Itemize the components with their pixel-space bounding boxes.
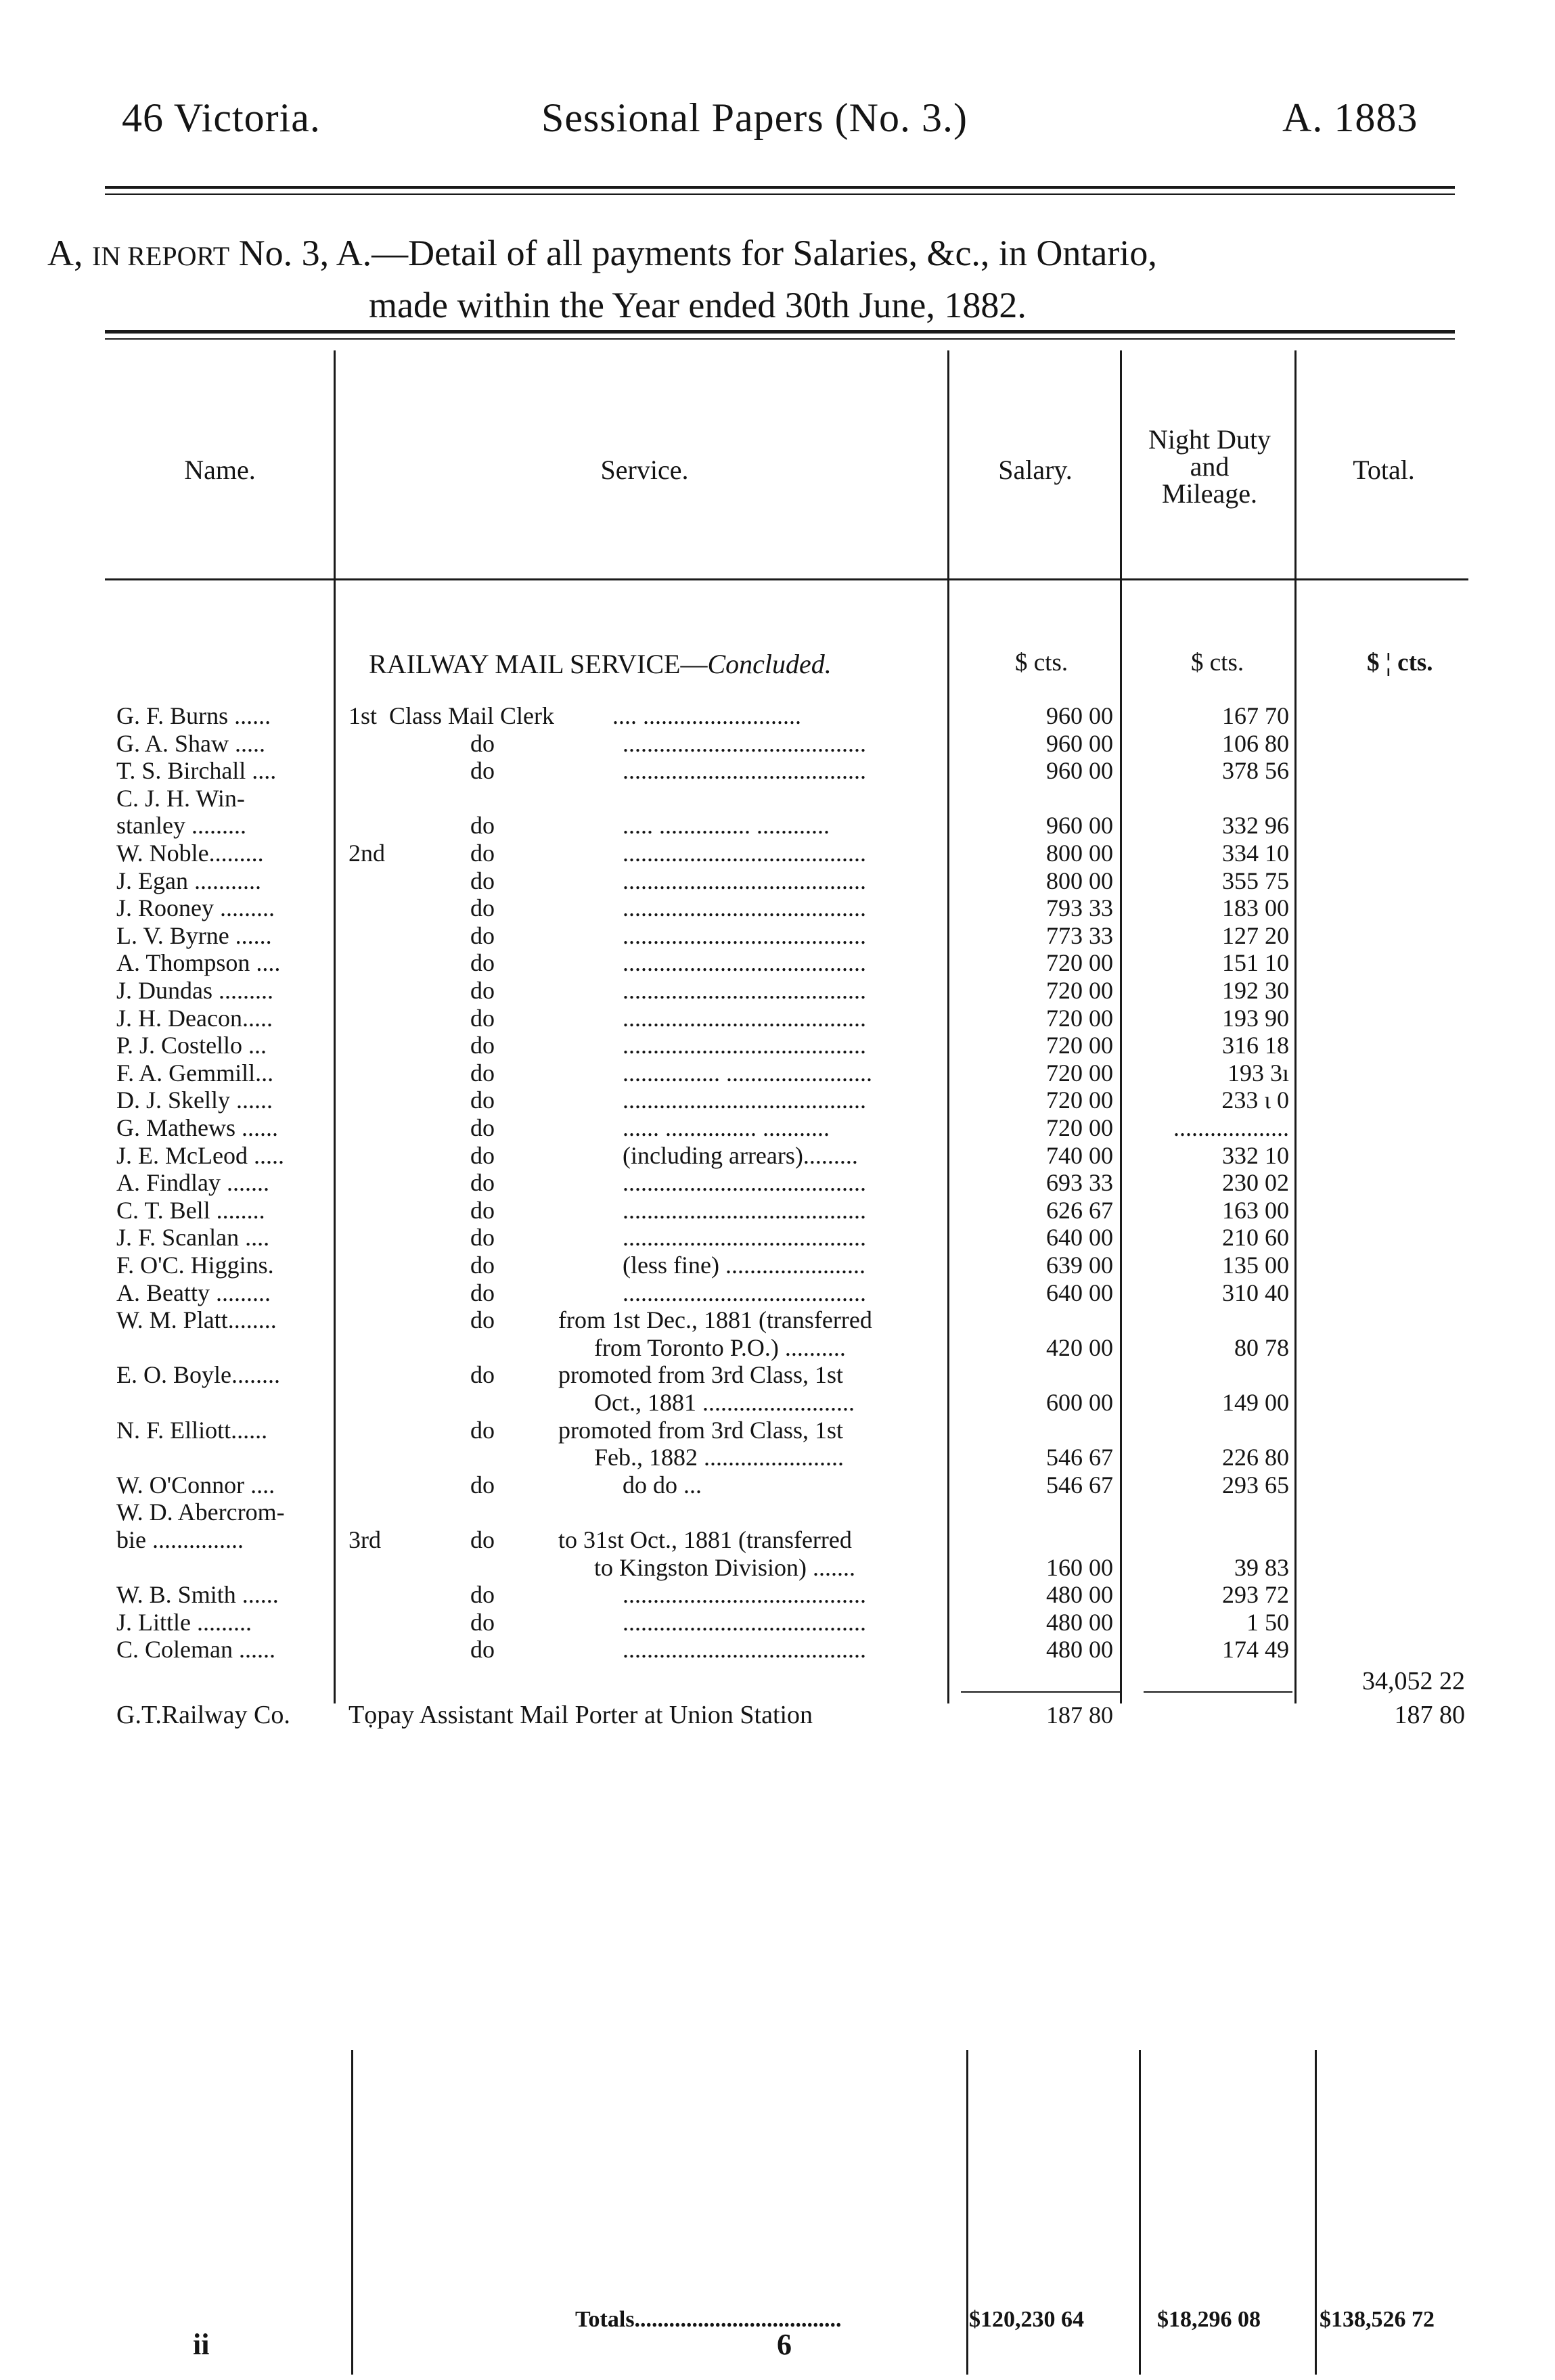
row-service: do — [470, 1141, 495, 1169]
row-salary: 800 00 — [1046, 867, 1113, 894]
row-name: A. Thompson .... — [116, 949, 281, 977]
row-note: ........................................ — [623, 1581, 866, 1609]
row-salary: 160 00 — [1046, 1553, 1113, 1581]
row-salary: 800 00 — [1046, 840, 1113, 867]
row-name: E. O. Boyle........ — [116, 1361, 280, 1389]
grand-total: $138,526 72 — [1320, 2307, 1435, 2332]
row-name: P. J. Costello ... — [116, 1032, 267, 1059]
row-name: J. Little ......... — [116, 1608, 252, 1636]
row-service: do — [470, 1361, 495, 1389]
row-name: stanley ......... — [116, 812, 246, 840]
row-night-duty: ................... — [1173, 1114, 1289, 1141]
row-salary: 960 00 — [1046, 729, 1113, 757]
column-header-rule — [105, 578, 1468, 580]
row-service: do — [470, 894, 495, 922]
row-night-duty: 332 10 — [1222, 1141, 1289, 1169]
row-salary: 960 00 — [1046, 757, 1113, 785]
row-service: do — [470, 867, 495, 894]
row-name: W. Noble......... — [116, 840, 264, 867]
column-header-name: Name. — [184, 455, 256, 485]
row-note: Oct., 1881 ......................... — [594, 1389, 855, 1416]
total-unit-label: $ ¦ cts. — [1367, 649, 1433, 677]
row-night-duty: 39 83 — [1234, 1553, 1289, 1581]
row-name: C. Coleman ...... — [116, 1636, 275, 1664]
vertical-rule-service-lower — [966, 2050, 968, 2375]
running-head-right: A. 1883 — [1282, 95, 1418, 140]
row-service: do — [470, 1416, 495, 1444]
row-note: ........................................ — [623, 729, 866, 757]
row-note: to 31st Oct., 1881 (transferred — [558, 1526, 852, 1553]
row-note: ........................................ — [623, 1608, 866, 1636]
row-service: Class Mail Clerk — [389, 702, 554, 729]
row-name: J. H. Deacon..... — [116, 1004, 273, 1032]
row-note: ................ ........................ — [623, 1059, 872, 1086]
row-note: ........................................ — [623, 1279, 866, 1306]
row-night-duty: 210 60 — [1222, 1224, 1289, 1252]
column-header-night-duty: Night Duty and Mileage. — [1148, 424, 1271, 509]
night-subtotal-rule — [1144, 1691, 1292, 1693]
row-service: do — [470, 1471, 495, 1498]
salary-unit-label: $ cts. — [1015, 649, 1068, 677]
row-class: 2nd — [348, 840, 385, 867]
header-rule-top — [105, 186, 1455, 189]
row-name: J. F. Scanlan .... — [116, 1224, 270, 1252]
row-night-duty: 193 90 — [1222, 1004, 1289, 1032]
row-service: do — [470, 1581, 495, 1609]
row-service: do — [470, 921, 495, 949]
row-salary: 720 00 — [1046, 1059, 1113, 1086]
row-service: do — [470, 977, 495, 1004]
column-header-total: Total. — [1353, 455, 1415, 485]
row-salary: 720 00 — [1046, 1114, 1113, 1141]
row-salary: 720 00 — [1046, 1032, 1113, 1059]
row-service: do — [470, 1004, 495, 1032]
row-salary: 773 33 — [1046, 921, 1113, 949]
section-title: RAILWAY MAIL SERVICE—Concluded. — [369, 649, 832, 679]
column-header-salary: Salary. — [998, 455, 1073, 485]
row-name: W. O'Connor .... — [116, 1471, 275, 1498]
row-salary: 720 00 — [1046, 949, 1113, 977]
row-salary: 960 00 — [1046, 812, 1113, 840]
title-rule-top — [105, 330, 1455, 334]
row-night-duty: 293 65 — [1222, 1471, 1289, 1498]
row-salary: 546 67 — [1046, 1444, 1113, 1471]
row-night-duty: 174 49 — [1222, 1636, 1289, 1664]
totals-label: Totals.................................... — [575, 2307, 842, 2332]
row-night-duty: 151 10 — [1222, 949, 1289, 977]
gtr-total: 187 80 — [1394, 1701, 1465, 1729]
row-salary: 546 67 — [1046, 1471, 1113, 1498]
row-night-duty: 183 00 — [1222, 894, 1289, 922]
row-note: ........................................ — [623, 1169, 866, 1197]
row-name: F. O'C. Higgins. — [116, 1252, 274, 1279]
row-service: do — [470, 1608, 495, 1636]
row-note: ........................................ — [623, 1032, 866, 1059]
row-night-duty: 163 00 — [1222, 1196, 1289, 1224]
row-service: do — [470, 1636, 495, 1664]
row-night-duty: 149 00 — [1222, 1389, 1289, 1416]
row-service: do — [470, 1306, 495, 1334]
row-salary: 693 33 — [1046, 1169, 1113, 1197]
row-name: D. J. Skelly ...... — [116, 1086, 273, 1114]
row-night-duty: 127 20 — [1222, 921, 1289, 949]
night-grand-total: $18,296 08 — [1157, 2307, 1261, 2332]
row-name: N. F. Elliott...... — [116, 1416, 268, 1444]
row-night-duty: 226 80 — [1222, 1444, 1289, 1471]
row-name: C. T. Bell ........ — [116, 1196, 265, 1224]
row-name: T. S. Birchall .... — [116, 757, 277, 785]
row-note: from 1st Dec., 1881 (transferred — [558, 1306, 872, 1334]
row-note: ........................................ — [623, 1196, 866, 1224]
row-note: ........................................ — [623, 977, 866, 1004]
title-rule-bottom — [105, 338, 1455, 340]
row-name: G. F. Burns ...... — [116, 702, 271, 729]
night-unit-label: $ cts. — [1191, 649, 1244, 677]
row-name: J. E. McLeod ..... — [116, 1141, 284, 1169]
header-rule-bottom — [105, 193, 1455, 195]
page-number: 6 — [777, 2328, 792, 2361]
row-night-duty: 106 80 — [1222, 729, 1289, 757]
row-note: ........................................ — [623, 1004, 866, 1032]
row-name: W. M. Platt........ — [116, 1306, 277, 1334]
row-service: do — [470, 757, 495, 785]
row-night-duty: 293 72 — [1222, 1581, 1289, 1609]
row-salary: 639 00 — [1046, 1252, 1113, 1279]
row-salary: 480 00 — [1046, 1608, 1113, 1636]
row-note: do do ... — [623, 1471, 702, 1498]
row-night-duty: 230 02 — [1222, 1169, 1289, 1197]
row-note: ........................................ — [623, 949, 866, 977]
row-salary: 600 00 — [1046, 1389, 1113, 1416]
row-service: do — [470, 1059, 495, 1086]
row-salary: 626 67 — [1046, 1196, 1113, 1224]
row-night-duty: 233 ι 0 — [1221, 1086, 1289, 1114]
row-salary: 720 00 — [1046, 1004, 1113, 1032]
row-night-duty: 167 70 — [1222, 702, 1289, 729]
row-class: 3rd — [348, 1526, 381, 1553]
row-service: do — [470, 1196, 495, 1224]
salary-subtotal-rule — [961, 1691, 1120, 1693]
row-note: from Toronto P.O.) .......... — [594, 1333, 846, 1361]
row-salary: 720 00 — [1046, 977, 1113, 1004]
row-note: ........................................ — [623, 1224, 866, 1252]
page-signature: ii — [193, 2328, 210, 2361]
row-service: do — [470, 1169, 495, 1197]
row-note: ........................................ — [623, 840, 866, 867]
row-note: promoted from 3rd Class, 1st — [558, 1416, 843, 1444]
row-night-duty: 332 96 — [1222, 812, 1289, 840]
row-name: L. V. Byrne ...... — [116, 921, 272, 949]
subtotal-value: 34,052 22 — [1362, 1667, 1465, 1695]
running-head-center: Sessional Papers (No. 3.) — [541, 95, 968, 140]
row-name: J. Rooney ......... — [116, 894, 275, 922]
row-name: bie ............... — [116, 1526, 244, 1553]
row-name: F. A. Gemmill... — [116, 1059, 274, 1086]
row-service: do — [470, 1086, 495, 1114]
row-night-duty: 192 30 — [1222, 977, 1289, 1004]
row-service: do — [470, 1252, 495, 1279]
row-service: do — [470, 1032, 495, 1059]
row-salary: 640 00 — [1046, 1279, 1113, 1306]
vertical-rule-salary-lower — [1139, 2050, 1141, 2375]
vertical-rule-night-lower — [1315, 2050, 1317, 2375]
row-note: ........................................ — [623, 757, 866, 785]
row-note: Feb., 1882 ....................... — [594, 1444, 844, 1471]
row-service: do — [470, 812, 495, 840]
row-night-duty: 316 18 — [1222, 1032, 1289, 1059]
gtr-name: G.T.Railway Co. — [116, 1701, 290, 1729]
row-night-duty: 334 10 — [1222, 840, 1289, 867]
row-night-duty: 310 40 — [1222, 1279, 1289, 1306]
row-salary: 420 00 — [1046, 1333, 1113, 1361]
row-name: W. D. Abercrom- — [116, 1498, 285, 1526]
row-name: A. Beatty ......... — [116, 1279, 271, 1306]
row-note: ........................................ — [623, 867, 866, 894]
running-head-left: 46 Victoria. — [122, 95, 321, 140]
row-night-duty: 193 3ı — [1227, 1059, 1289, 1086]
row-service: do — [470, 949, 495, 977]
row-note: ........................................ — [623, 894, 866, 922]
row-salary: 793 33 — [1046, 894, 1113, 922]
vertical-rule-name-lower — [351, 2050, 353, 2375]
gtr-service: Tọpay Assistant Mail Porter at Union Station — [348, 1701, 813, 1729]
row-salary: 480 00 — [1046, 1636, 1113, 1664]
row-salary: 960 00 — [1046, 702, 1113, 729]
row-note: ..... ............... ............ — [623, 812, 830, 840]
vertical-rule-salary — [1120, 350, 1122, 1703]
row-service: do — [470, 1224, 495, 1252]
row-name: J. Egan ........... — [116, 867, 261, 894]
vertical-rule-service — [947, 350, 949, 1703]
row-service: do — [470, 840, 495, 867]
row-note: .... .......................... — [612, 702, 801, 729]
row-night-duty: 355 75 — [1222, 867, 1289, 894]
row-note: ...... ............... ........... — [623, 1114, 830, 1141]
row-note: ........................................ — [623, 1636, 866, 1664]
row-night-duty: 1 50 — [1246, 1608, 1289, 1636]
row-note: (including arrears)......... — [623, 1141, 858, 1169]
row-salary: 480 00 — [1046, 1581, 1113, 1609]
row-salary: 640 00 — [1046, 1224, 1113, 1252]
row-name: G. Mathews ...... — [116, 1114, 278, 1141]
row-note: promoted from 3rd Class, 1st — [558, 1361, 843, 1389]
row-service: do — [470, 1114, 495, 1141]
row-class: 1st — [348, 702, 378, 729]
row-note: ........................................ — [623, 921, 866, 949]
row-night-duty: 80 78 — [1234, 1333, 1289, 1361]
row-service: do — [470, 1279, 495, 1306]
vertical-rule-name — [334, 350, 336, 1703]
row-name: W. B. Smith ...... — [116, 1581, 279, 1609]
page-title: A, IN REPORT No. 3, A.—Detail of all payments for Salaries, &c., in Ontario, made within the Year ended 30th June, 1882. — [47, 233, 1157, 325]
row-note: ........................................ — [623, 1086, 866, 1114]
row-name: G. A. Shaw ..... — [116, 729, 266, 757]
gtr-salary: 187 80 — [1046, 1701, 1113, 1729]
row-note: (less fine) ....................... — [623, 1252, 865, 1279]
column-header-service: Service. — [600, 455, 689, 485]
row-salary: 720 00 — [1046, 1086, 1113, 1114]
vertical-rule-night — [1294, 350, 1297, 1703]
row-name: A. Findlay ....... — [116, 1169, 270, 1197]
row-service: do — [470, 1526, 495, 1553]
row-name: C. J. H. Win- — [116, 784, 245, 812]
row-note: to Kingston Division) ....... — [594, 1553, 856, 1581]
row-salary: 740 00 — [1046, 1141, 1113, 1169]
salary-grand-total: $120,230 64 — [969, 2307, 1084, 2332]
row-night-duty: 135 00 — [1222, 1252, 1289, 1279]
row-night-duty: 378 56 — [1222, 757, 1289, 785]
row-name: J. Dundas ......... — [116, 977, 273, 1004]
row-service: do — [470, 729, 495, 757]
